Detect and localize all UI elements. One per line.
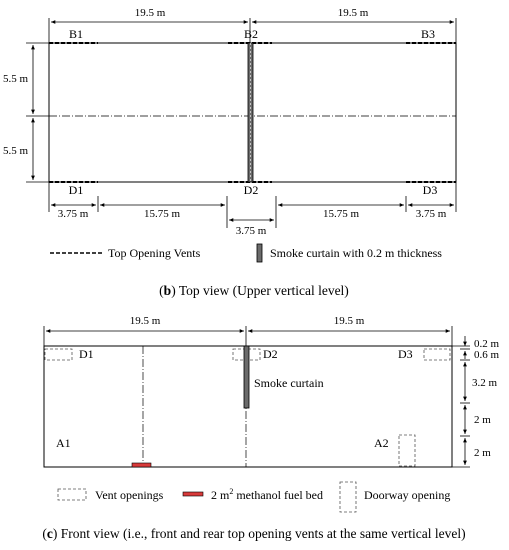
legend-vents-label: Top Opening Vents <box>108 246 201 260</box>
legend-vent-openings: Vent openings <box>95 488 164 502</box>
bottom-dim-2: 15.75 m <box>143 208 181 220</box>
legend-door-box <box>340 482 356 512</box>
front-smoke-curtain <box>244 346 249 408</box>
left-dim-lower: 5.5 m <box>3 145 29 157</box>
front-dim-right: 19.5 m <box>333 315 365 327</box>
top-view <box>3 7 456 298</box>
door-label-a1: A1 <box>56 436 71 450</box>
vent-label-d1-top: D1 <box>68 183 84 197</box>
left-dim-upper: 5.5 m <box>3 73 29 85</box>
vent-label-d2-top: D2 <box>243 183 259 197</box>
bottom-dim-4: 3.75 m <box>415 208 447 220</box>
caption-front-view: (c) Front view (i.e., front and rear top opening vents at the same vertical level) <box>42 526 466 541</box>
right-dim-4: 2 m <box>474 414 491 426</box>
top-dim-left: 19.5 m <box>134 7 166 19</box>
front-label-d1: D1 <box>79 347 94 361</box>
vent-label-b3: B3 <box>420 27 436 41</box>
vent-label-b2: B2 <box>243 27 259 41</box>
right-dim-5: 2 m <box>474 447 491 459</box>
legend-doorway: Doorway opening <box>364 488 451 502</box>
curtain-dim: 3.75 m <box>235 225 267 237</box>
top-dim-right: 19.5 m <box>337 7 369 19</box>
vent-label-d3-top: D3 <box>422 183 438 197</box>
front-view <box>42 315 499 541</box>
legend-fuel-swatch <box>183 492 203 496</box>
right-dim-1: 0.2 m <box>474 338 500 350</box>
front-vent-d3 <box>424 349 450 360</box>
door-a2 <box>399 435 415 466</box>
right-dim-3: 3.2 m <box>472 377 498 389</box>
front-label-d3: D3 <box>398 347 413 361</box>
caption-top-view: (b) Top view (Upper vertical level) <box>159 283 349 298</box>
legend-curtain-swatch <box>257 244 262 262</box>
bottom-dim-1: 3.75 m <box>57 208 89 220</box>
right-dim-2: 0.6 m <box>474 349 500 361</box>
legend-fuel-label: 2 $m^2$ methanol fuel bed <box>211 487 323 502</box>
bottom-dim-3: 15.75 m <box>322 208 360 220</box>
front-label-d2: D2 <box>263 347 278 361</box>
door-label-a2: A2 <box>374 436 389 450</box>
front-vent-d1 <box>45 349 72 360</box>
legend-curtain-label: Smoke curtain with 0.2 m thickness <box>270 246 442 260</box>
front-curtain-label: Smoke curtain <box>254 376 324 390</box>
vent-label-b1: B1 <box>68 27 84 41</box>
front-dim-left: 19.5 m <box>129 315 161 327</box>
fuel-bed <box>132 463 151 467</box>
legend-vent-box <box>58 489 86 500</box>
